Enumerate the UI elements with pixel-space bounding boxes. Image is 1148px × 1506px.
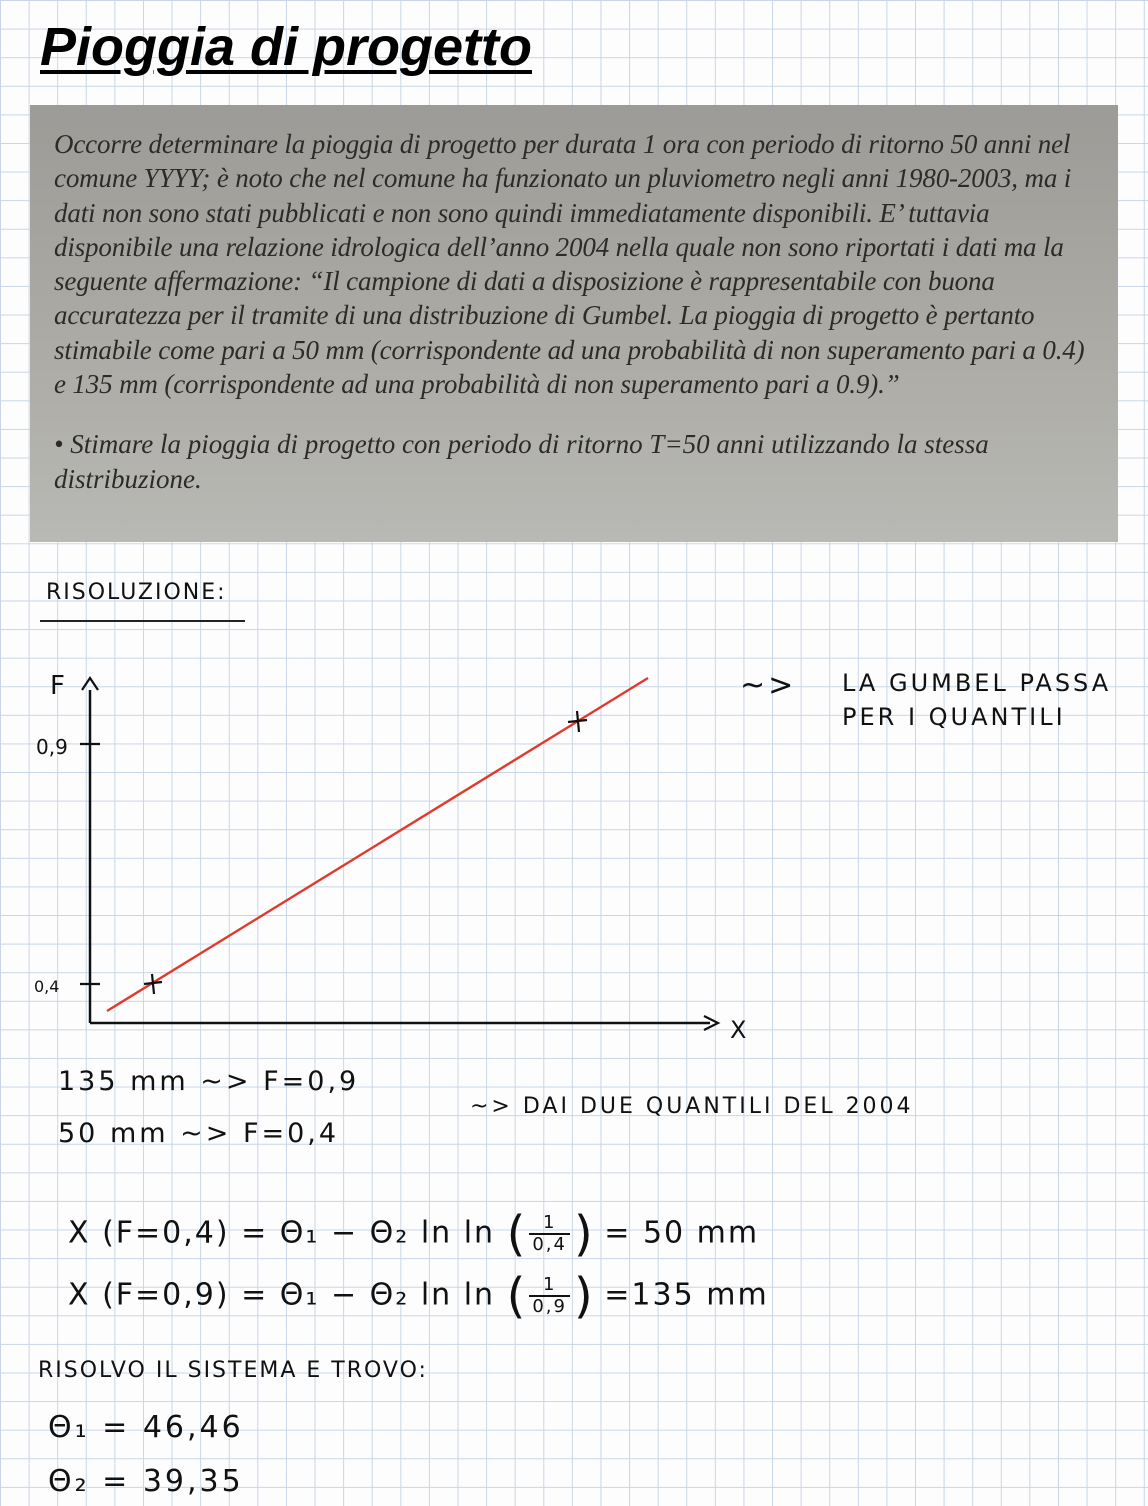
- equation-1-numerator: 1: [529, 1213, 570, 1235]
- equation-2-rhs: =135 mm: [604, 1277, 769, 1313]
- equation-1-denominator: 0,4: [532, 1234, 567, 1255]
- quantile-note: ~> DAI DUE QUANTILI DEL 2004: [470, 1094, 914, 1119]
- page-title: Pioggia di progetto: [40, 17, 532, 77]
- solution-heading: RISOLUZIONE:: [46, 580, 227, 605]
- note-arrow: ~>: [740, 668, 797, 703]
- equation-1-rhs: = 50 mm: [604, 1215, 760, 1251]
- problem-text: Occorre determinare la pioggia di progetto per durata 1 ora con periodo di ritorno 50 anni nel comune YYYY; è noto che nel comune ha funzionato un pluviometro negli anni 1980-2003, ma i dati non sono stati pubblicati e non sono quindi immediatamente disponibili. E’ tuttavia disponibile una relazione idrologica dell’anno 2004 nella quale non sono riportati i dati ma la seguente affermazione: “Il campione di dati a disposizione è rappresentabile con buona accuratezza per il tramite di una distribuzione di Gumbel. La pioggia di progetto è pertanto stimabile come pari a 50 mm (corrispondente ad una probabilità di non superamento pari a 0.4) e 135 mm (corrispondente ad una probabilità di non superamento pari a 0.9).”: [54, 129, 1085, 400]
- paren-close: ): [574, 1268, 593, 1324]
- quantile-line-1: 135 mm ~> F=0,9: [58, 1066, 360, 1097]
- y-axis-label: F: [50, 671, 65, 701]
- quantile-line-2: 50 mm ~> F=0,4: [58, 1118, 340, 1149]
- equation-2-numerator: 1: [529, 1275, 570, 1297]
- x-axis-label: X: [730, 1016, 747, 1044]
- paren-close: ): [574, 1206, 593, 1262]
- equation-1-lhs: X (F=0,4) = Θ₁ − Θ₂ ln ln: [68, 1215, 496, 1251]
- y-axis-arrow: [82, 678, 98, 690]
- gumbel-note-line2: PER I QUANTILI: [842, 703, 1066, 731]
- y-tick-label-low: 0,4: [34, 977, 60, 996]
- paren-open: (: [506, 1268, 526, 1324]
- gumbel-line: [107, 678, 648, 1011]
- theta1-result: Θ₁ = 46,46: [48, 1410, 244, 1445]
- point-marker-high: [568, 711, 587, 732]
- solve-text: RISOLVO IL SISTEMA E TROVO:: [38, 1358, 428, 1383]
- equation-1-fraction: [529, 1213, 570, 1255]
- equation-1: [68, 1206, 759, 1262]
- theta2-result: Θ₂ = 39,35: [48, 1464, 244, 1499]
- equation-2-denominator: 0,9: [532, 1296, 567, 1317]
- equation-2: [68, 1268, 769, 1324]
- paren-open: (: [506, 1206, 526, 1262]
- y-tick-label-high: 0,9: [36, 735, 68, 759]
- equation-2-lhs: X (F=0,9) = Θ₁ − Θ₂ ln ln: [68, 1277, 496, 1313]
- point-marker-low: [144, 974, 162, 994]
- problem-task: • Stimare la pioggia di progetto con periodo di ritorno T=50 anni utilizzando la stessa distribuzione.: [54, 429, 989, 494]
- equation-2-fraction: [529, 1275, 570, 1317]
- gumbel-note-line1: LA GUMBEL PASSA: [842, 669, 1112, 697]
